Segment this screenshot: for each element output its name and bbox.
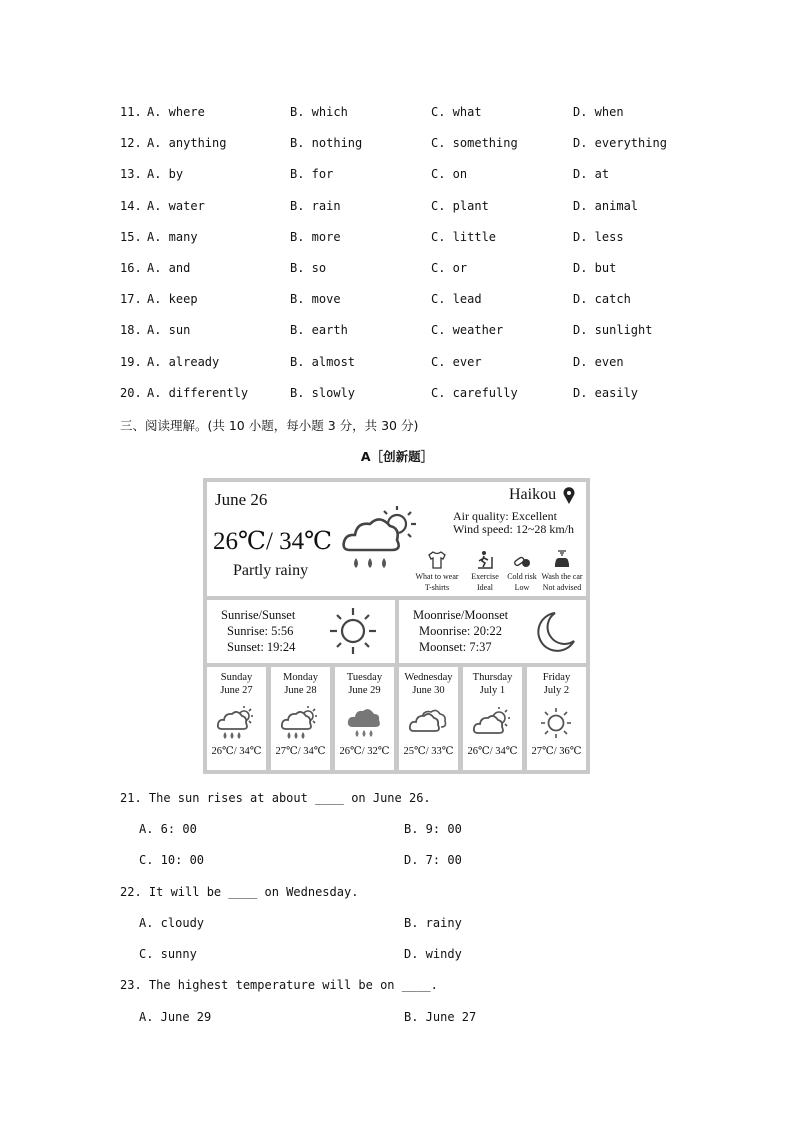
today-panel	[207, 482, 586, 596]
question-number: 14.	[120, 198, 142, 213]
option-c[interactable]: C. what	[431, 105, 482, 119]
option-b[interactable]: B. nothing	[290, 136, 363, 151]
question-row	[120, 199, 720, 215]
question-row	[120, 136, 720, 152]
location-pin-icon	[563, 487, 575, 510]
section-title: 三、阅读理解。(共 10 小题，每小题 3 分，共 30 分)	[120, 418, 419, 433]
activity-value: T-shirts	[424, 583, 450, 592]
option-b[interactable]: B. slowly	[290, 385, 356, 400]
forecast-weekday: Monday	[283, 672, 318, 683]
q22-option-b[interactable]: B. rainy	[404, 916, 462, 930]
option-b[interactable]: B. move	[290, 292, 341, 307]
option-a[interactable]: A. keep	[147, 292, 198, 307]
moon-title: Moonrise/Moonset	[413, 608, 509, 622]
forecast-day-label	[271, 671, 330, 697]
forecast-weekday: Tuesday	[346, 672, 383, 683]
activity-label: What to wear	[415, 572, 459, 581]
forecast-temp: 25℃/ 33℃	[403, 746, 454, 757]
sun-icon	[328, 606, 378, 661]
forecast-date: June 29	[348, 685, 381, 696]
question-row	[120, 261, 720, 277]
moonrise-panel	[399, 600, 586, 663]
option-a[interactable]: A. already	[147, 354, 220, 369]
q23-option-a[interactable]: A. June 29	[139, 1010, 212, 1024]
forecast-day	[399, 667, 458, 770]
tshirt-icon	[412, 550, 462, 570]
activity-value: Not advised	[542, 583, 582, 592]
moon-icon	[537, 610, 577, 659]
forecast-temp: 26℃/ 32℃	[339, 746, 390, 757]
sunrise-time: Sunrise: 5:56	[227, 624, 294, 638]
q22-option-d[interactable]: D. windy	[404, 947, 462, 961]
question-row	[120, 105, 720, 121]
forecast-day	[527, 667, 586, 770]
today-date: June 26	[215, 490, 268, 509]
city-name: Haikou	[509, 486, 557, 503]
forecast-day	[335, 667, 394, 770]
today-temp: 26℃/ 34℃	[213, 528, 333, 555]
q21-option-a[interactable]: A. 6: 00	[139, 822, 197, 836]
moonset-time: Moonset: 7:37	[419, 640, 492, 654]
option-c[interactable]: C. lead	[431, 292, 482, 307]
option-b[interactable]: B. so	[290, 261, 327, 275]
option-a[interactable]: A. water	[147, 198, 205, 213]
activity-value: Ideal	[477, 583, 493, 592]
q22-option-c[interactable]: C. sunny	[139, 947, 197, 961]
forecast-temp: 27℃/ 36℃	[531, 746, 582, 757]
option-c[interactable]: C. plant	[431, 198, 489, 213]
part-title: A［创新题］	[360, 449, 434, 464]
car-wash-icon	[537, 550, 587, 570]
activity-wash-car	[537, 550, 587, 593]
option-c[interactable]: C. weather	[431, 323, 504, 338]
question-21-stem: 21. The sun rises at about ____ on June 26.	[120, 791, 431, 805]
forecast-date: July 2	[543, 685, 570, 696]
question-row	[120, 292, 720, 308]
activity-label: Exercise	[471, 572, 499, 581]
question-number: 11.	[120, 105, 142, 119]
option-d[interactable]: D. but	[573, 261, 617, 275]
forecast-temp: 26℃/ 34℃	[467, 746, 518, 757]
option-c[interactable]: C. ever	[431, 354, 482, 369]
activity-what-to-wear	[412, 550, 462, 593]
question-row	[120, 323, 720, 339]
forecast-day	[207, 667, 266, 770]
option-c[interactable]: C. something	[431, 136, 518, 151]
option-b[interactable]: B. rain	[290, 198, 341, 213]
q21-option-b[interactable]: B. 9: 00	[404, 822, 462, 836]
option-c[interactable]: C. little	[431, 229, 497, 244]
forecast-date: July 1	[479, 685, 506, 696]
option-a[interactable]: A. sun	[147, 323, 191, 338]
forecast-day-label	[335, 671, 394, 697]
option-c[interactable]: C. carefully	[431, 385, 518, 400]
forecast-temp: 26℃/ 34℃	[211, 746, 262, 757]
question-number: 16.	[120, 261, 142, 275]
forecast-day	[463, 667, 522, 770]
forecast-day-label	[527, 671, 586, 697]
activity-label: Wash the car	[541, 572, 583, 581]
option-d[interactable]: D. when	[573, 105, 624, 119]
option-a[interactable]: A. differently	[147, 385, 249, 400]
sunset-time: Sunset: 19:24	[227, 640, 296, 654]
question-row	[120, 230, 720, 246]
option-d[interactable]: D. even	[573, 354, 624, 369]
forecast-weekday: Thursday	[472, 672, 513, 683]
forecast-temp: 27℃/ 34℃	[275, 746, 326, 757]
question-number: 12.	[120, 136, 142, 151]
question-22-stem: 22. It will be ____ on Wednesday.	[120, 885, 359, 899]
option-d[interactable]: D. catch	[573, 292, 631, 307]
option-b[interactable]: B. for	[290, 167, 334, 182]
forecast-day-label	[399, 671, 458, 697]
option-c[interactable]: C. on	[431, 167, 468, 182]
forecast-weekday: Wednesday	[404, 672, 453, 683]
option-a[interactable]: A. and	[147, 261, 191, 275]
partly-cloudy-icon	[472, 705, 512, 746]
forecast-date: June 28	[284, 685, 317, 696]
partly-rainy-icon	[216, 705, 256, 746]
option-d[interactable]: D. less	[573, 229, 624, 244]
option-a[interactable]: A. where	[147, 105, 205, 119]
option-c[interactable]: C. or	[431, 261, 468, 275]
sunrise-panel	[207, 600, 395, 663]
partly-rainy-icon	[340, 500, 418, 583]
weather-card	[203, 478, 590, 774]
cloudy-icon	[408, 705, 448, 746]
option-d[interactable]: D. easily	[573, 385, 639, 400]
question-row	[120, 386, 720, 402]
question-number: 19.	[120, 354, 142, 369]
moonrise-time: Moonrise: 20:22	[419, 624, 502, 638]
forecast-weekday: Friday	[542, 672, 571, 683]
q23-option-b[interactable]: B. June 27	[404, 1010, 477, 1024]
forecast-date: June 27	[220, 685, 253, 696]
option-b[interactable]: B. which	[290, 105, 348, 119]
question-number: 17.	[120, 292, 142, 307]
forecast-date: June 30	[412, 685, 445, 696]
option-d[interactable]: D. everything	[573, 136, 667, 151]
question-number: 15.	[120, 229, 142, 244]
sun-title: Sunrise/Sunset	[221, 608, 296, 622]
forecast-day-label	[463, 671, 522, 697]
question-row	[120, 167, 720, 183]
option-a[interactable]: A. by	[147, 167, 184, 182]
option-a[interactable]: A. anything	[147, 136, 227, 151]
forecast-weekday: Sunday	[220, 672, 253, 683]
question-number: 18.	[120, 323, 142, 338]
sunny-icon	[536, 705, 576, 746]
today-condition: Partly rainy	[233, 562, 309, 579]
forecast-day	[271, 667, 330, 770]
option-d[interactable]: D. at	[573, 167, 610, 182]
option-a[interactable]: A. many	[147, 229, 198, 244]
partly-rainy-icon	[280, 705, 320, 746]
rain-icon	[344, 705, 384, 746]
option-b[interactable]: B. almost	[290, 354, 356, 369]
wind-speed: Wind speed: 12~28 km/h	[453, 522, 574, 536]
option-d[interactable]: D. animal	[573, 198, 639, 213]
q22-option-a[interactable]: A. cloudy	[139, 916, 205, 930]
air-quality: Air quality: Excellent	[453, 509, 557, 523]
option-b[interactable]: B. earth	[290, 323, 348, 338]
q21-option-d[interactable]: D. 7: 00	[404, 853, 462, 867]
question-number: 20.	[120, 385, 142, 400]
q21-option-c[interactable]: C. 10: 00	[139, 853, 205, 867]
forecast-day-label	[207, 671, 266, 697]
question-23-stem: 23. The highest temperature will be on ____.	[120, 978, 438, 992]
activity-label: Cold risk	[507, 572, 537, 581]
question-number: 13.	[120, 167, 142, 182]
activity-value: Low	[514, 583, 530, 592]
question-row	[120, 355, 720, 371]
option-b[interactable]: B. more	[290, 229, 341, 244]
option-d[interactable]: D. sunlight	[573, 323, 653, 338]
